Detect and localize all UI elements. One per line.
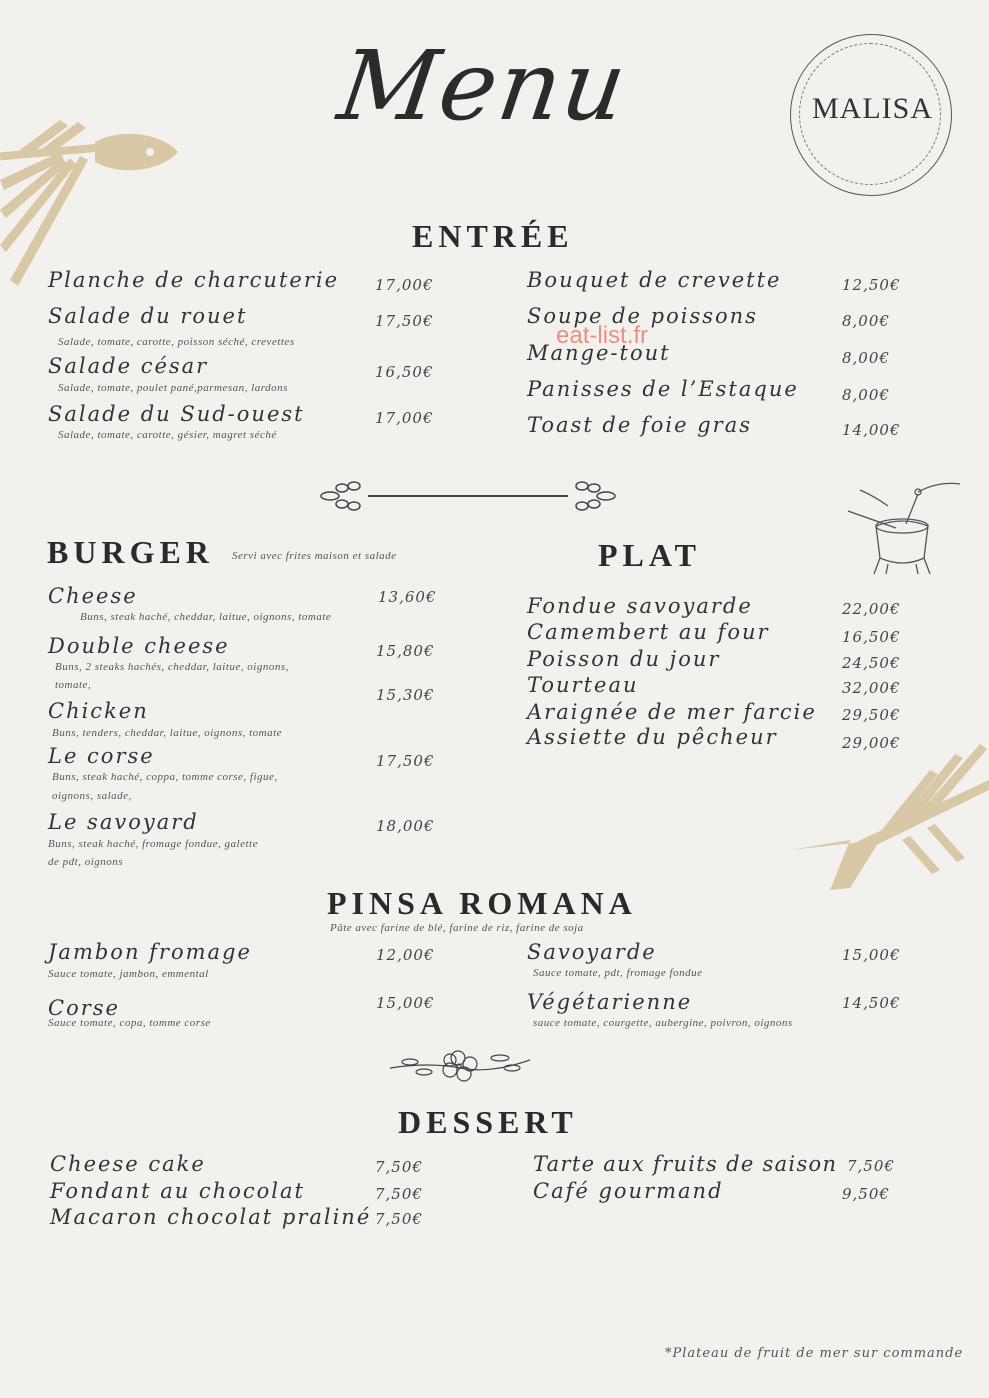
burger-item-name: Cheese [48,584,138,608]
pinsa-item-price: 15,00€ [842,946,901,964]
plat-item-price: 24,50€ [842,654,901,672]
pinsa-item-price: 15,00€ [376,994,435,1012]
pinsa-item-desc: Sauce tomate, jambon, emmental [48,968,209,980]
watermark-text: eat-list.fr [556,322,649,349]
pinsa-item-desc: sauce tomate, courgette, aubergine, poivron, oignons [533,1017,793,1029]
pinsa-item-name: Jambon fromage [48,940,252,964]
plat-item-name: Poisson du jour [527,647,721,671]
burger-heading: BURGER [47,534,214,570]
burger-item-desc: Buns, 2 steaks hachés, cheddar, laitue, oignons, [55,661,289,673]
plat-heading: PLAT [598,537,701,573]
burger-item-desc: de pdt, oignons [48,856,124,868]
dessert-heading: DESSERT [398,1104,578,1140]
entree-item-price: 8,00€ [842,312,890,330]
pinsa-item-price: 14,50€ [842,994,901,1012]
pinsa-item-name: Savoyarde [527,940,657,964]
footer-note: *Plateau de fruit de mer sur commande [665,1346,964,1361]
dessert-item-price: 7,50€ [847,1157,895,1175]
dessert-item-name: Fondant au chocolat [50,1179,305,1203]
entree-item-desc: Salade, tomate, carotte, poisson séché, crevettes [58,336,295,348]
entree-heading: ENTRÉE [412,218,574,254]
burger-item-desc: Buns, steak haché, coppa, tomme corse, figue, [52,771,278,783]
burger-item-price: 18,00€ [376,817,435,835]
pinsa-item-name: Corse [48,996,120,1020]
burger-item-price: 13,60€ [378,588,437,606]
pinsa-item-desc: Sauce tomate, pdt, fromage fondue [533,967,703,979]
burger-item-name: Chicken [48,699,149,723]
dessert-item-price: 7,50€ [375,1158,423,1176]
burger-item-desc: Buns, steak haché, fromage fondue, galette [48,838,258,850]
entree-item-name: Soupe de poissons [527,304,758,328]
entree-item-name: Bouquet de crevette [527,268,782,292]
entree-item-name: Salade du Sud-ouest [48,402,305,426]
burger-item-price: 17,50€ [376,752,435,770]
entree-item-price: 17,00€ [375,276,434,294]
entree-item-name: Salade césar [48,354,209,378]
dessert-item-name: Café gourmand [533,1179,724,1203]
burger-item-desc: Buns, tenders, cheddar, laitue, oignons, tomate [52,727,283,739]
burger-item-name: Le corse [48,744,155,768]
entree-item-price: 12,50€ [842,276,901,294]
plat-item-price: 29,50€ [842,706,901,724]
flower-divider-icon [390,1040,530,1090]
dessert-item-price: 7,50€ [375,1185,423,1203]
plat-item-name: Tourteau [527,673,639,697]
entree-item-name: Planche de charcuterie [48,268,340,292]
burger-item-name: Le savoyard [48,810,199,834]
entree-item-price: 8,00€ [842,386,890,404]
burger-item-price: 15,30€ [376,686,435,704]
menu-title: Menu [332,30,635,142]
fondue-pot-icon [848,476,968,581]
leaf-divider-icon [318,474,618,514]
entree-item-price: 17,50€ [375,312,434,330]
entree-item-price: 16,50€ [375,363,434,381]
burger-note: Servi avec frites maison et salade [232,550,397,562]
entree-item-desc: Salade, tomate, carotte, gésier, magret séché [58,429,277,441]
burger-item-name: Double cheese [48,634,230,658]
pinsa-item-name: Végétarienne [527,990,693,1014]
pinsa-item-desc: Sauce tomate, copa, tomme corse [48,1017,211,1029]
plat-item-price: 32,00€ [842,679,901,697]
pinsa-note: Pâte avec farine de blé, farine de riz, farine de soja [330,922,584,934]
dessert-item-price: 9,50€ [842,1185,890,1203]
plat-item-price: 16,50€ [842,628,901,646]
burger-item-desc: tomate, [55,679,92,691]
entree-item-name: Toast de foie gras [527,413,752,437]
plat-item-name: Assiette du pêcheur [527,725,778,749]
logo-text: MALISA [812,92,934,125]
dessert-item-name: Macaron chocolat praliné [50,1205,372,1229]
burger-item-price: 15,80€ [376,642,435,660]
dessert-item-price: 7,50€ [375,1210,423,1228]
burger-item-desc: oignons, salade, [52,790,132,802]
entree-item-name: Mange-tout [527,341,671,365]
entree-item-price: 8,00€ [842,349,890,367]
burger-item-desc: Buns, steak haché, cheddar, laitue, oignons, tomate [80,611,332,623]
dessert-item-name: Cheese cake [50,1152,206,1176]
entree-item-name: Salade du rouet [48,304,248,328]
plat-item-price: 22,00€ [842,600,901,618]
fish-skeleton-icon [790,740,989,900]
entree-item-desc: Salade, tomate, poulet pané,parmesan, lardons [58,382,288,394]
plat-item-name: Camembert au four [527,620,770,644]
pinsa-item-price: 12,00€ [376,946,435,964]
plat-item-price: 29,00€ [842,734,901,752]
entree-item-price: 17,00€ [375,409,434,427]
entree-item-price: 14,00€ [842,421,901,439]
fish-skeleton-icon [0,120,185,290]
plat-item-name: Fondue savoyarde [527,594,753,618]
entree-item-name: Panisses de l’Estaque [527,377,799,401]
dessert-item-name: Tarte aux fruits de saison [533,1152,838,1176]
plat-item-name: Araignée de mer farcie [527,700,817,724]
pinsa-heading: PINSA ROMANA [327,885,637,921]
